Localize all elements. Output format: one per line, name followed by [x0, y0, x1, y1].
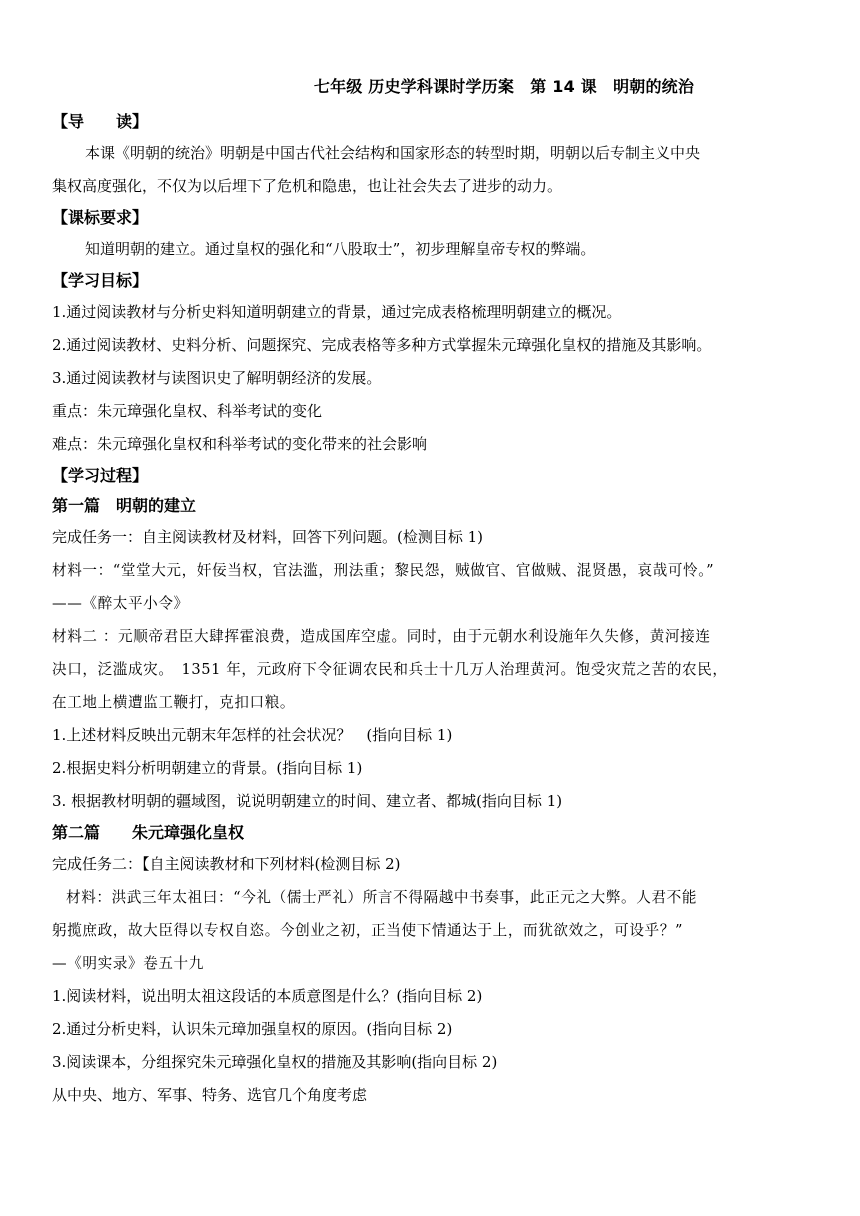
- goals-heading: 【学习目标】: [52, 271, 149, 290]
- goal-item-2: 2.通过阅读教材、史料分析、问题探究、完成表格等多种方式掌握朱元璋强化皇权的措施及其影响。: [52, 336, 712, 354]
- part1-material-1: 材料一：“堂堂大元，奸佞当权，官法滥，刑法重；黎民怨，贼做官、官做贼、混贤愚，哀哉可怜。”: [52, 562, 715, 579]
- part2-task: 完成任务二：【自主阅读教材和下列材料(检测目标 2): [52, 855, 401, 873]
- key-point: 重点：朱元璋强化皇权、科举考试的变化: [52, 402, 323, 420]
- part1-material-2-line-1: 材料二 ：元顺帝君臣大肆挥霍浪费，造成国库空虚。同时，由于元朝水利设施年久失修，黄河接连: [52, 628, 711, 645]
- part1-material-2-line-3: 在工地上横遭监工鞭打，克扣口粮。: [52, 694, 296, 711]
- part1-heading: 第一篇 明朝的建立: [52, 496, 197, 515]
- part1-question-3: 3. 根据教材明朝的疆域图，说说明朝建立的时间、建立者、都城(指向目标 1): [52, 792, 563, 810]
- part1-task: 完成任务一：自主阅读教材及材料，回答下列问题。(检测目标 1): [52, 528, 484, 546]
- part2-question-1: 1.阅读材料，说出明太祖这段话的本质意图是什么？(指向目标 2): [52, 987, 483, 1005]
- process-heading: 【学习过程】: [52, 466, 149, 485]
- part1-material-2-line-2: 决口，泛滥成灾。 1351 年，元政府下令征调农民和兵士十几万人治理黄河。饱受灾荒之苦的农民，: [52, 661, 728, 678]
- part2-question-3: 3.阅读课本，分组探究朱元璋强化皇权的措施及其影响(指向目标 2): [52, 1053, 498, 1071]
- part1-question-1: 1.上述材料反映出元朝末年怎样的社会状况？ (指向目标 1): [52, 726, 453, 744]
- intro-text-line-2: 集权高度强化，不仅为以后埋下了危机和隐患，也让社会失去了进步的动力。: [52, 177, 563, 195]
- part2-material-line-2: 躬揽庶政，故大臣得以专权自恣。今创业之初，正当使下情通达于上，而犹欲效之，可设乎？”: [52, 922, 684, 939]
- part2-question-2: 2.通过分析史料，认识朱元璋加强皇权的原因。(指向目标 2): [52, 1020, 453, 1038]
- goal-item-3: 3.通过阅读教材与读图识史了解明朝经济的发展。: [52, 369, 382, 387]
- part1-material-1-source: ——《醉太平小令》: [52, 595, 189, 612]
- part2-heading: 第二篇 朱元璋强化皇权: [52, 823, 245, 842]
- standard-text: 知道明朝的建立。通过皇权的强化和“八股取士”，初步理解皇帝专权的弊端。: [85, 240, 596, 258]
- part2-material-line-1: 材料：洪武三年太祖曰：“今礼（儒士严礼）所言不得隔越中书奏事，此正元之大弊。人君不能: [66, 889, 698, 906]
- intro-text-line-1: 本课《明朝的统治》明朝是中国古代社会结构和国家形态的转型时期，明朝以后专制主义中央: [85, 144, 701, 162]
- difficult-point: 难点：朱元璋强化皇权和科举考试的变化带来的社会影响: [52, 435, 428, 453]
- standard-heading: 【课标要求】: [52, 208, 149, 227]
- goal-item-1: 1.通过阅读教材与分析史料知道明朝建立的背景，通过完成表格梳理明朝建立的概况。: [52, 303, 622, 321]
- intro-heading: 【导 读】: [52, 112, 149, 131]
- part2-material-source: —《明实录》卷五十九: [52, 955, 204, 972]
- part1-question-2: 2.根据史料分析明朝建立的背景。(指向目标 1): [52, 759, 363, 777]
- page-title: 七年级 历史学科课时学历案 第 14 课 明朝的统治: [313, 77, 695, 96]
- part2-hint: 从中央、地方、军事、特务、选官几个角度考虑: [52, 1086, 368, 1104]
